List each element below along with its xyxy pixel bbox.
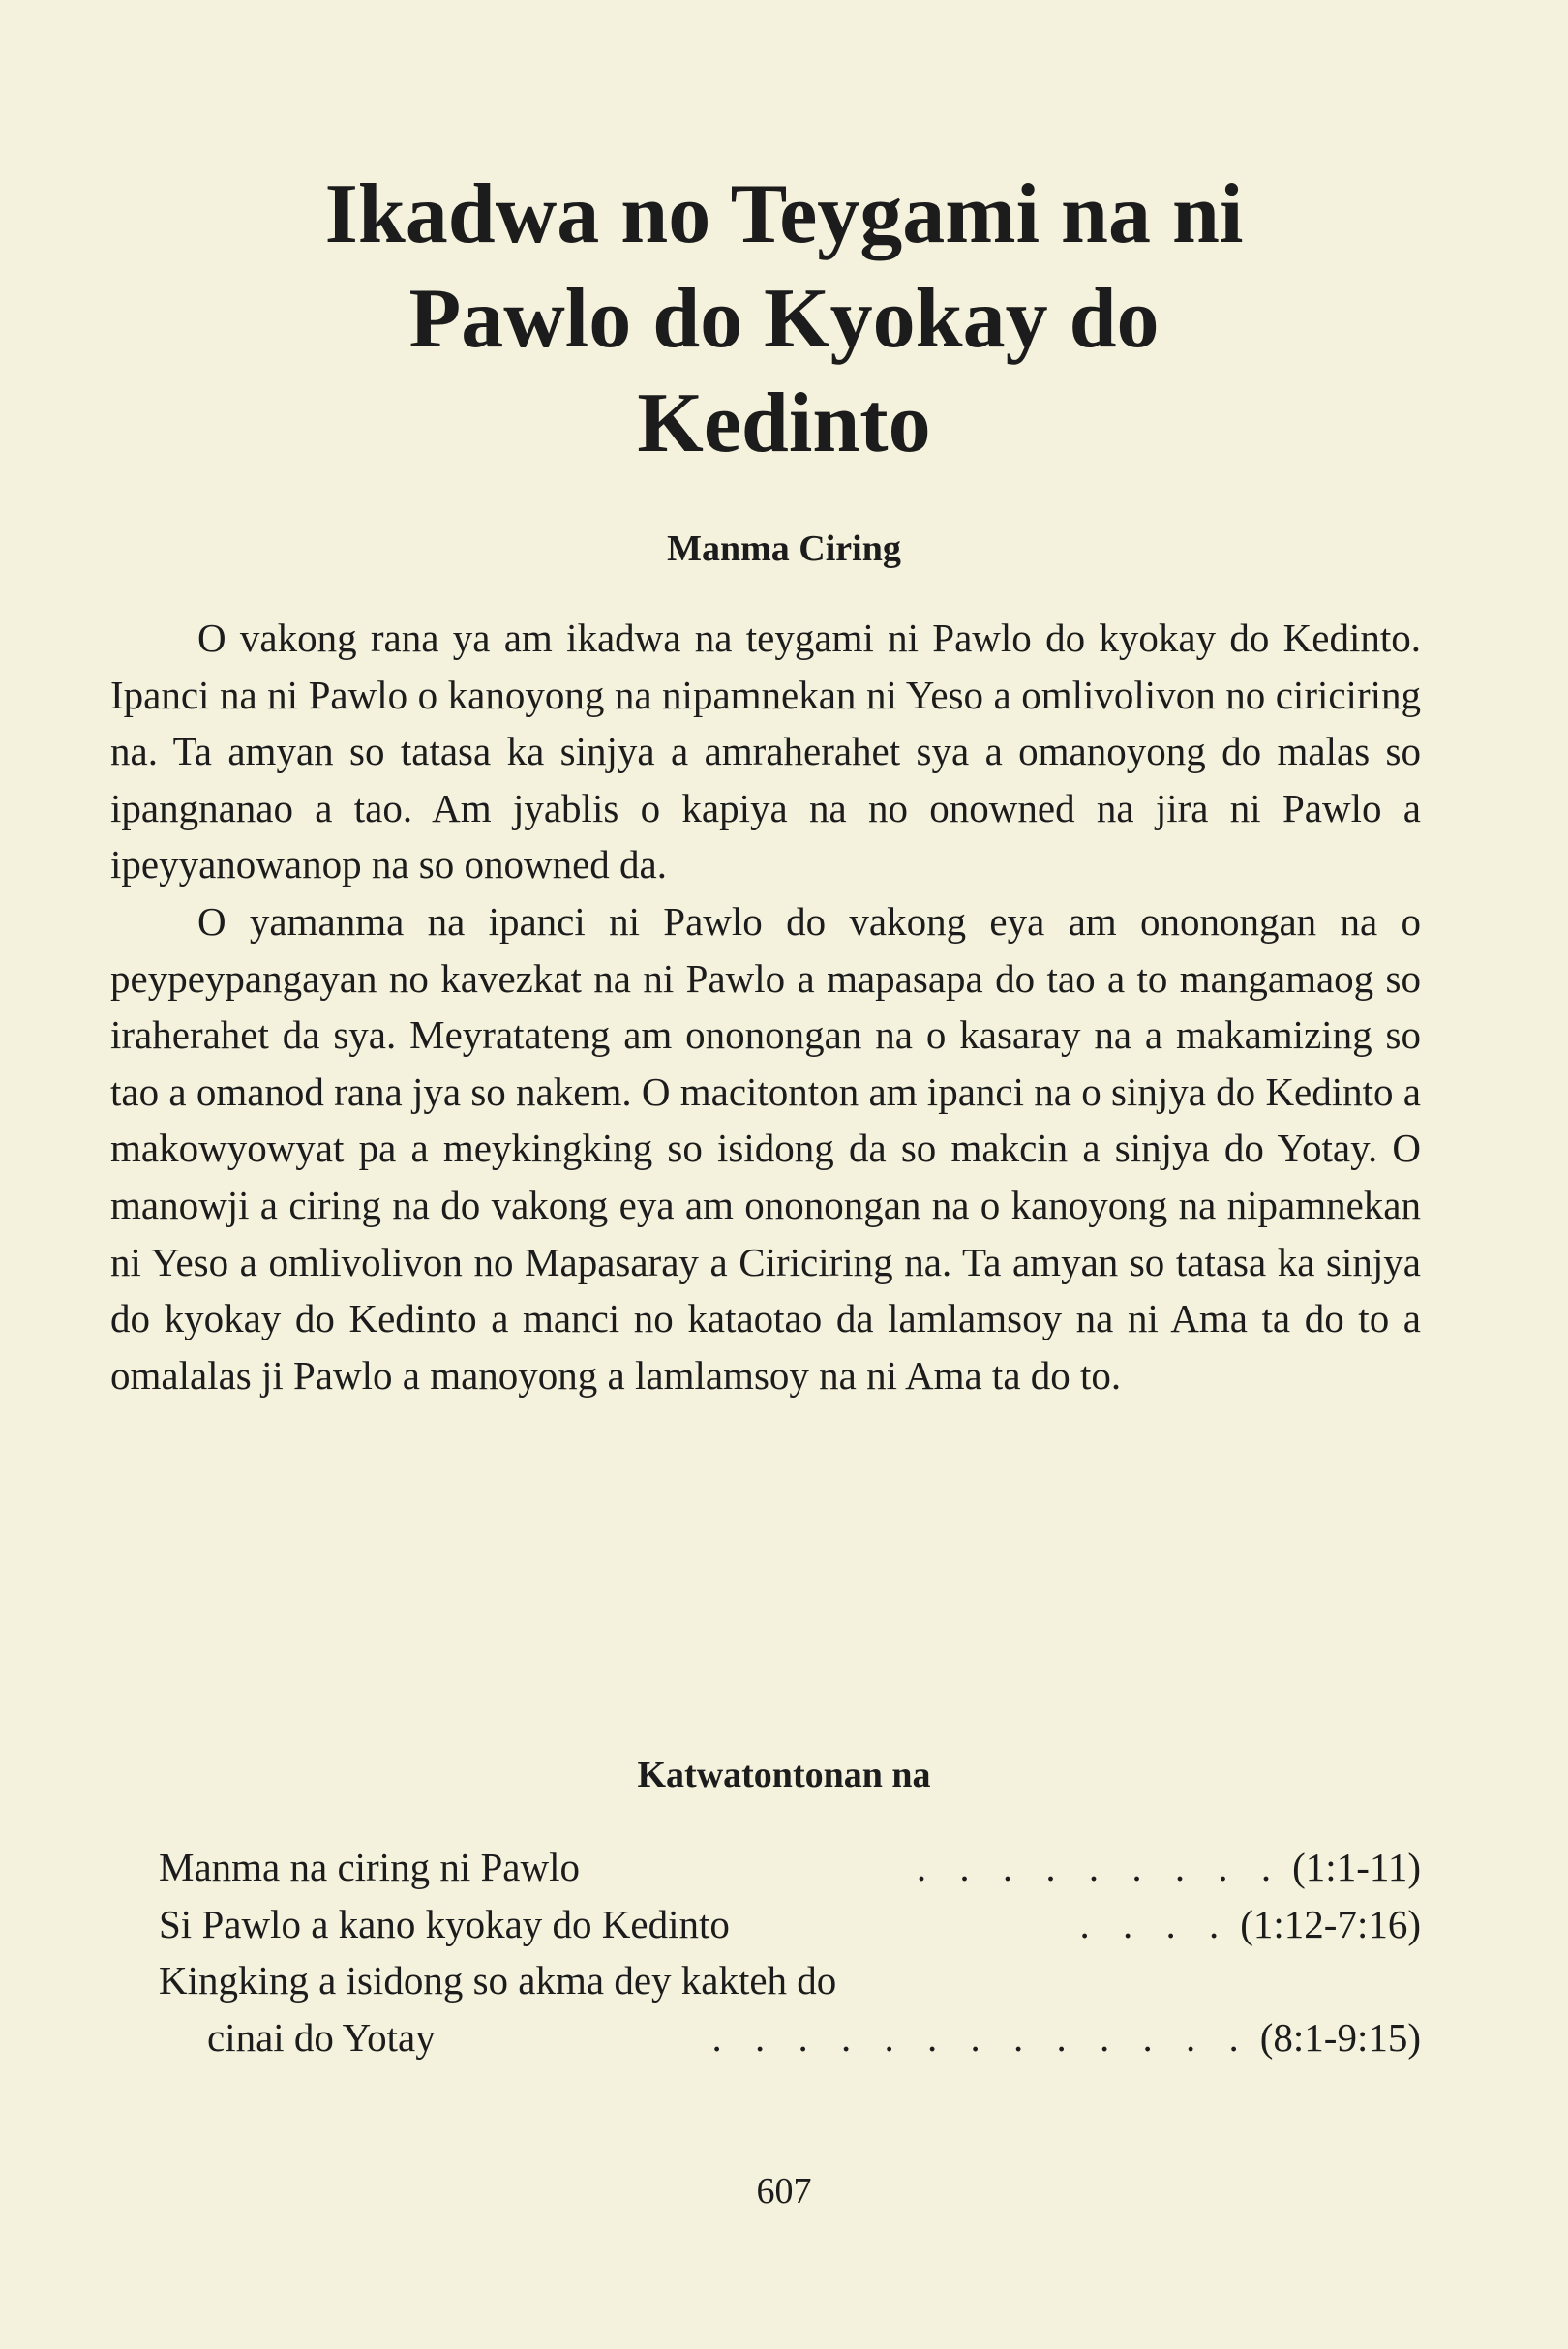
toc-entry-reference: (1:12-7:16) <box>1240 1901 1421 1946</box>
title-line-3: Kedinto <box>637 376 931 470</box>
book-title <box>97 163 1471 476</box>
toc-entry-label: Manma na ciring ni Pawlo <box>159 1845 580 1889</box>
toc-leader-dots: . . . . <box>1079 1901 1231 1946</box>
toc-entry-3-line-1 <box>159 1952 1421 2009</box>
toc-leader-dots: . . . . . . . . . . . . . <box>711 2014 1251 2060</box>
toc-entry-3 <box>159 2009 1421 2066</box>
toc-entry-label: Si Pawlo a kano kyokay do Kedinto <box>159 1901 730 1946</box>
toc-leader-dots: . . . . . . . . . <box>916 1845 1283 1889</box>
page-number: 607 <box>756 2171 812 2212</box>
introduction-body <box>110 610 1421 1403</box>
title-line-2: Pawlo do Kyokay do <box>408 272 1160 366</box>
toc-entry-2 <box>159 1896 1421 1953</box>
paragraph-1: O vakong rana ya am ikadwa na teygami ni Pawlo do kyokay do Kedinto. Ipanci na ni Pawlo o kanoyong na nipamnekan ni Yeso a omlivolivon no ciriciring na. Ta amyan so tatasa ka sinjya a amraherahet sya a omanoyong do malas so ipangnanao a tao. Am jyablis o kapiya na no onowned na jira ni Pawlo a ipeyyanowanop na so onowned da. <box>110 616 1421 888</box>
section-subtitle: Manma Ciring <box>667 528 901 569</box>
toc-entry-label-line-1: Kingking a isidong so akma dey kakteh do <box>159 1958 837 2003</box>
toc-entry-label: cinai do Yotay <box>207 2014 436 2060</box>
paragraph-2: O yamanma na ipanci ni Pawlo do vakong eya am ononongan na o peypeypangayan no kavezkat na ni Pawlo a mapasapa do tao a to mangamaog so iraherahet da sya. Meyratateng am ononongan na o kasaray na a makamizing so tao a omanod rana jya so nakem. O macitonton am ipanci na o sinjya do Kedinto a makowyowyat pa a meykingking so isidong da so makcin a sinjya do Yotay. O manowji a ciring na do vakong eya am ononongan na o kanoyong na nipamnekan ni Yeso a omlivolivon no Mapasaray a Ciriciring na. Ta amyan so tatasa ka sinjya do kyokay do Kedinto a manci no kataotao da lamlamsoy na ni Ama ta do to a omalalas ji Pawlo a manoyong a lamlamsoy na ni Ama ta do to. <box>110 898 1421 1398</box>
table-of-contents <box>159 1839 1421 2065</box>
toc-entry-reference: (1:1-11) <box>1292 1845 1421 1889</box>
toc-entry-1 <box>159 1839 1421 1896</box>
toc-entry-reference: (8:1-9:15) <box>1259 2014 1421 2060</box>
toc-heading: Katwatontonan na <box>637 1755 931 1795</box>
title-line-1: Ikadwa no Teygami na ni <box>324 167 1244 261</box>
